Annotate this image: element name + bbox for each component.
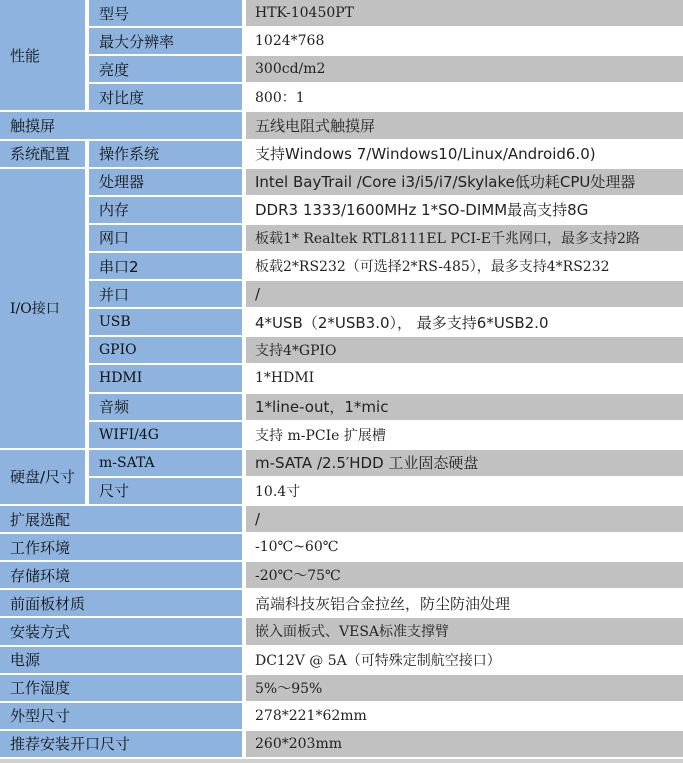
row-label-full: 工作环境 bbox=[0, 534, 242, 560]
row-label-full: 存储环境 bbox=[0, 562, 242, 588]
row-label-full: 前面板材质 bbox=[0, 590, 242, 616]
subcategory-cell: WIFI/4G bbox=[89, 422, 242, 448]
value-cell: 5%～95% bbox=[246, 675, 683, 701]
value-cell: / bbox=[246, 506, 683, 532]
value-cell: 1024*768 bbox=[246, 28, 683, 54]
bottom-divider bbox=[0, 759, 683, 763]
category-cell: 硬盘/尺寸 bbox=[0, 450, 85, 504]
category-cell: I/O接口 bbox=[0, 169, 85, 448]
value-cell: 260*203mm bbox=[246, 731, 683, 757]
subcategory-cell: 最大分辨率 bbox=[89, 28, 242, 54]
value-cell: DDR3 1333/1600MHz 1*SO-DIMM最高支持8G bbox=[246, 197, 683, 223]
subcategory-cell: HDMI bbox=[89, 365, 242, 391]
value-cell: 800：1 bbox=[246, 84, 683, 110]
subcategory-cell: 网口 bbox=[89, 225, 242, 251]
subcategory-cell: USB bbox=[89, 309, 242, 335]
value-cell: -20℃～75℃ bbox=[246, 562, 683, 588]
row-label-full: 外型尺寸 bbox=[0, 703, 242, 729]
value-cell: 1*line-out，1*mic bbox=[246, 394, 683, 420]
subcategory-cell: m-SATA bbox=[89, 450, 242, 476]
subcategory-cell: 型号 bbox=[89, 0, 242, 26]
value-cell: 278*221*62mm bbox=[246, 703, 683, 729]
value-cell: 10.4寸 bbox=[246, 478, 683, 504]
row-label-full: 触摸屏 bbox=[0, 112, 242, 138]
value-cell: 嵌入面板式、VESA标准支撑臂 bbox=[246, 618, 683, 644]
value-cell: Intel BayTrail /Core i3/i5/i7/Skylake低功耗CPU处理器 bbox=[246, 169, 683, 195]
value-cell: 高端科技灰铝合金拉丝，防尘防油处理 bbox=[246, 590, 683, 616]
value-cell: 300cd/m2 bbox=[246, 56, 683, 82]
value-cell: m-SATA /2.5′HDD 工业固态硬盘 bbox=[246, 450, 683, 476]
row-label-full: 安装方式 bbox=[0, 618, 242, 644]
value-cell: DC12V @ 5A（可特殊定制航空接口） bbox=[246, 647, 683, 673]
row-label-full: 电源 bbox=[0, 647, 242, 673]
subcategory-cell: 亮度 bbox=[89, 56, 242, 82]
value-cell: 板载2*RS232（可选择2*RS-485），最多支持4*RS232 bbox=[246, 253, 683, 279]
subcategory-cell: 处理器 bbox=[89, 169, 242, 195]
subcategory-cell: 音频 bbox=[89, 394, 242, 420]
value-cell: 支持4*GPIO bbox=[246, 337, 683, 363]
value-cell: 板载1* Realtek RTL8111EL PCI-E千兆网口，最多支持2路 bbox=[246, 225, 683, 251]
subcategory-cell: 尺寸 bbox=[89, 478, 242, 504]
value-cell: / bbox=[246, 281, 683, 307]
category-cell: 系统配置 bbox=[0, 141, 85, 167]
subcategory-cell: 对比度 bbox=[89, 84, 242, 110]
value-cell: 支持 m-PCIe 扩展槽 bbox=[246, 422, 683, 448]
subcategory-cell: 内存 bbox=[89, 197, 242, 223]
value-cell: -10℃~60℃ bbox=[246, 534, 683, 560]
value-cell: HTK-10450PT bbox=[246, 0, 683, 26]
value-cell: 1*HDMI bbox=[246, 365, 683, 391]
row-label-full: 工作湿度 bbox=[0, 675, 242, 701]
value-cell: 支持Windows 7/Windows10/Linux/Android6.0) bbox=[246, 141, 683, 167]
value-cell: 五线电阻式触摸屏 bbox=[246, 112, 683, 138]
subcategory-cell: 串口2 bbox=[89, 253, 242, 279]
subcategory-cell: GPIO bbox=[89, 337, 242, 363]
subcategory-cell: 并口 bbox=[89, 281, 242, 307]
subcategory-cell: 操作系统 bbox=[89, 141, 242, 167]
category-cell: 性能 bbox=[0, 0, 85, 110]
row-label-full: 扩展选配 bbox=[0, 506, 242, 532]
row-label-full: 推荐安装开口尺寸 bbox=[0, 731, 242, 757]
value-cell: 4*USB（2*USB3.0）， 最多支持6*USB2.0 bbox=[246, 309, 683, 335]
